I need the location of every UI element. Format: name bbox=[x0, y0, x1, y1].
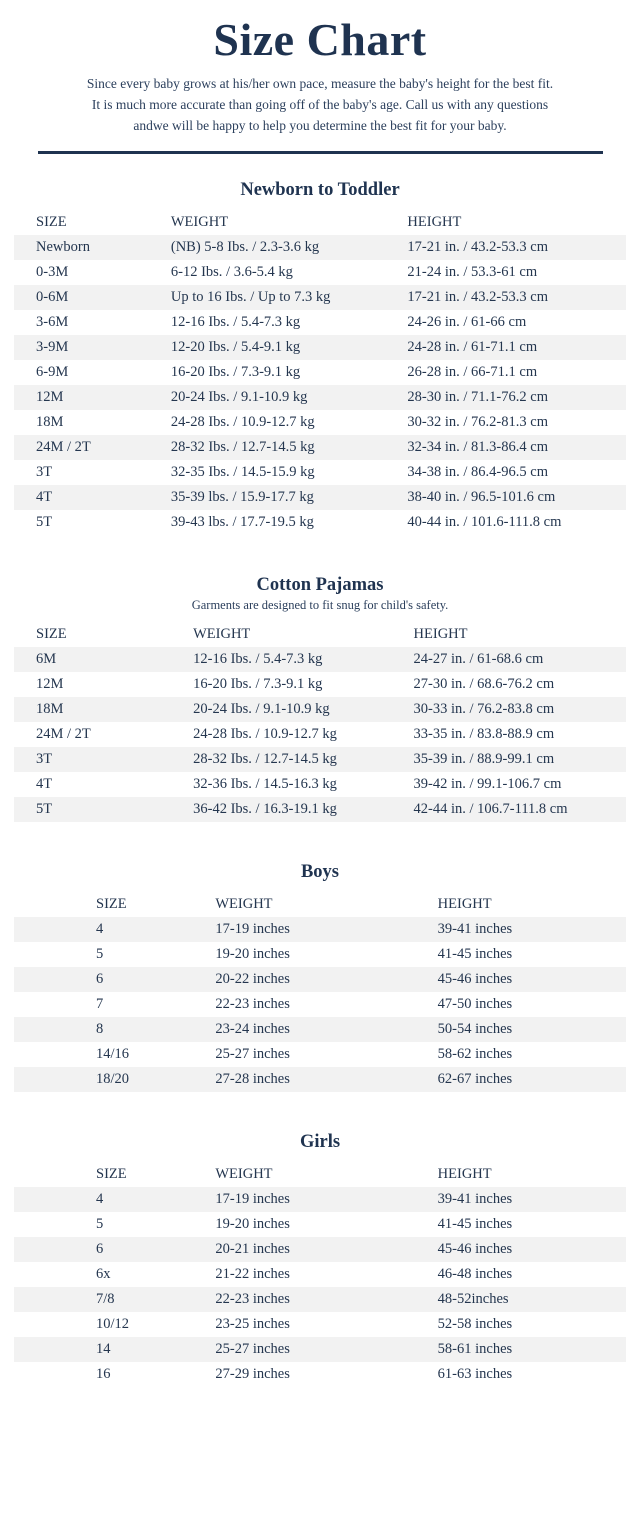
cell-weight: 24-28 Ibs. / 10.9-12.7 kg bbox=[170, 414, 315, 431]
cell-size: 4 bbox=[14, 1187, 185, 1212]
cell-height: 33-35 in. / 83.8-88.9 cm bbox=[413, 726, 555, 743]
cell-height: 61-63 inches bbox=[437, 1366, 513, 1383]
cell-size: 5T bbox=[14, 797, 173, 822]
section-spacer bbox=[14, 848, 626, 862]
size-table bbox=[14, 623, 626, 822]
table-header-row bbox=[14, 623, 626, 647]
cell-size: 12M bbox=[36, 676, 64, 693]
table-row bbox=[14, 697, 626, 722]
cell-height: 47-50 inches bbox=[437, 996, 513, 1013]
cell-height: 41-45 inches bbox=[437, 946, 513, 963]
cell-size: 7 bbox=[96, 996, 104, 1013]
table-row bbox=[14, 335, 626, 360]
cell-weight: 35-39 lbs. / 15.9-17.7 kg bbox=[161, 485, 394, 510]
table-row bbox=[14, 410, 626, 435]
table-row bbox=[14, 285, 626, 310]
section-title: Boys bbox=[300, 862, 340, 883]
intro-line-1: Since every baby grows at his/her own pace, measure the baby's height for the best fit. bbox=[86, 76, 554, 92]
size-chart-page bbox=[0, 16, 640, 1433]
table-row bbox=[14, 360, 626, 385]
cell-height: 39-42 in. / 99.1-106.7 cm bbox=[413, 776, 562, 793]
column-header-size: SIZE bbox=[36, 214, 67, 231]
table-row bbox=[14, 672, 626, 697]
cell-weight: 24-28 Ibs. / 10.9-12.7 kg bbox=[193, 726, 337, 743]
section-spacer bbox=[14, 1118, 626, 1132]
intro-line-2: It is much more accurate than going off of the baby's age. Call us with any questions bbox=[91, 97, 549, 113]
header-divider bbox=[14, 151, 626, 154]
table-header-row bbox=[14, 211, 626, 235]
column-header-height: HEIGHT bbox=[437, 1166, 492, 1183]
cell-size: 10/12 bbox=[96, 1316, 130, 1333]
cell-weight: 27-29 inches bbox=[215, 1366, 290, 1383]
cell-weight: (NB) 5-8 Ibs. / 2.3-3.6 kg bbox=[161, 235, 394, 260]
cell-height: 34-38 in. / 86.4-96.5 cm bbox=[407, 464, 548, 481]
cell-size: 7/8 bbox=[14, 1287, 185, 1312]
cell-height: 41-45 inches bbox=[437, 1216, 513, 1233]
section-cotton-pajamas bbox=[14, 575, 626, 822]
cell-weight: 39-43 lbs. / 17.7-19.5 kg bbox=[170, 514, 314, 531]
cell-weight: 6-12 Ibs. / 3.6-5.4 kg bbox=[170, 264, 293, 281]
cell-weight: 27-28 inches bbox=[185, 1067, 405, 1092]
table-row bbox=[14, 460, 626, 485]
cell-weight: 28-32 Ibs. / 12.7-14.5 kg bbox=[161, 435, 394, 460]
cell-weight: 36-42 Ibs. / 16.3-19.1 kg bbox=[173, 797, 399, 822]
cell-height: 35-39 in. / 88.9-99.1 cm bbox=[400, 747, 626, 772]
table-row bbox=[14, 1067, 626, 1092]
cell-size: 6M bbox=[14, 647, 173, 672]
column-header-height: HEIGHT bbox=[413, 626, 468, 643]
cell-size: 6x bbox=[96, 1266, 111, 1283]
cell-size: 5T bbox=[36, 514, 53, 531]
table-row bbox=[14, 1337, 626, 1362]
table-row bbox=[14, 1362, 626, 1387]
column-header-size: SIZE bbox=[96, 1166, 127, 1183]
cell-height: 58-62 inches bbox=[437, 1046, 513, 1063]
cell-weight: 21-22 inches bbox=[215, 1266, 290, 1283]
column-header-weight: WEIGHT bbox=[170, 214, 229, 231]
table-row bbox=[14, 1017, 626, 1042]
cell-height: 24-27 in. / 61-68.6 cm bbox=[400, 647, 626, 672]
cell-size: 0-3M bbox=[36, 264, 69, 281]
cell-weight: 17-19 inches bbox=[185, 1187, 405, 1212]
cell-height: 30-32 in. / 76.2-81.3 cm bbox=[407, 414, 548, 431]
cell-height: 52-58 inches bbox=[437, 1316, 513, 1333]
size-table bbox=[14, 893, 626, 1092]
table-row bbox=[14, 992, 626, 1017]
table-row bbox=[14, 385, 626, 410]
cell-size: 14 bbox=[14, 1337, 185, 1362]
cell-height: 50-54 inches bbox=[406, 1017, 626, 1042]
cell-size: 0-6M bbox=[14, 285, 161, 310]
cell-weight: 20-24 Ibs. / 9.1-10.9 kg bbox=[161, 385, 394, 410]
section-title: Girls bbox=[299, 1132, 341, 1153]
cell-weight: 19-20 inches bbox=[215, 946, 290, 963]
table-row bbox=[14, 917, 626, 942]
table-row bbox=[14, 967, 626, 992]
cell-height: 46-48 inches bbox=[437, 1266, 513, 1283]
cell-weight: 32-36 Ibs. / 14.5-16.3 kg bbox=[193, 776, 337, 793]
cell-weight: Up to 16 Ibs. / Up to 7.3 kg bbox=[161, 285, 394, 310]
table-row bbox=[14, 1212, 626, 1237]
cell-height: 45-46 inches bbox=[406, 967, 626, 992]
cell-height: 24-28 in. / 61-71.1 cm bbox=[393, 335, 626, 360]
cell-weight: 32-35 Ibs. / 14.5-15.9 kg bbox=[170, 464, 315, 481]
table-row bbox=[14, 1262, 626, 1287]
table-row bbox=[14, 1042, 626, 1067]
cell-size: 4T bbox=[36, 776, 53, 793]
cell-size: 3-9M bbox=[14, 335, 161, 360]
column-header-height: HEIGHT bbox=[407, 214, 462, 231]
table-header-row bbox=[14, 893, 626, 917]
cell-height: 32-34 in. / 81.3-86.4 cm bbox=[393, 435, 626, 460]
size-table bbox=[14, 1163, 626, 1387]
table-row bbox=[14, 1312, 626, 1337]
cell-height: 17-21 in. / 43.2-53.3 cm bbox=[393, 235, 626, 260]
table-row bbox=[14, 510, 626, 535]
table-row bbox=[14, 747, 626, 772]
table-row bbox=[14, 1287, 626, 1312]
table-row bbox=[14, 260, 626, 285]
cell-height: 24-26 in. / 61-66 cm bbox=[407, 314, 527, 331]
table-row bbox=[14, 435, 626, 460]
cell-size: 18M bbox=[14, 697, 173, 722]
cell-weight: 25-27 inches bbox=[185, 1337, 405, 1362]
column-header-weight: WEIGHT bbox=[215, 896, 273, 913]
cell-size: 5 bbox=[96, 946, 104, 963]
cell-weight: 16-20 Ibs. / 7.3-9.1 kg bbox=[170, 364, 301, 381]
cell-height: 39-41 inches bbox=[406, 1187, 626, 1212]
cell-height: 27-30 in. / 68.6-76.2 cm bbox=[413, 676, 555, 693]
cell-size: 6-9M bbox=[36, 364, 69, 381]
cell-weight: 12-20 Ibs. / 5.4-9.1 kg bbox=[161, 335, 394, 360]
column-header-weight: WEIGHT bbox=[193, 626, 251, 643]
cell-size: 18/20 bbox=[14, 1067, 185, 1092]
cell-size: 18M bbox=[36, 414, 64, 431]
cell-size: 5 bbox=[96, 1216, 104, 1233]
cell-weight: 17-19 inches bbox=[185, 917, 405, 942]
cell-height: 26-28 in. / 66-71.1 cm bbox=[407, 364, 538, 381]
cell-weight: 16-20 Ibs. / 7.3-9.1 kg bbox=[193, 676, 323, 693]
cell-height: 42-44 in. / 106.7-111.8 cm bbox=[400, 797, 626, 822]
table-row bbox=[14, 797, 626, 822]
cell-height: 30-33 in. / 76.2-83.8 cm bbox=[400, 697, 626, 722]
cell-size: 6 bbox=[14, 1237, 185, 1262]
table-row bbox=[14, 722, 626, 747]
cell-size: Newborn bbox=[14, 235, 161, 260]
cell-weight: 20-22 inches bbox=[185, 967, 405, 992]
cell-size: 24M / 2T bbox=[36, 726, 91, 743]
section-spacer bbox=[14, 561, 626, 575]
section-boys bbox=[14, 862, 626, 1092]
column-header-size: SIZE bbox=[96, 896, 127, 913]
cell-weight: 19-20 inches bbox=[215, 1216, 290, 1233]
cell-weight: 20-21 inches bbox=[185, 1237, 405, 1262]
cell-size: 24M / 2T bbox=[14, 435, 161, 460]
cell-weight: 12-16 Ibs. / 5.4-7.3 kg bbox=[170, 314, 301, 331]
cell-size: 6 bbox=[14, 967, 185, 992]
column-header-size: SIZE bbox=[36, 626, 67, 643]
page-title: Size Chart bbox=[213, 14, 427, 65]
cell-height: 28-30 in. / 71.1-76.2 cm bbox=[393, 385, 626, 410]
cell-size: 4T bbox=[14, 485, 161, 510]
column-header-weight: WEIGHT bbox=[215, 1166, 273, 1183]
cell-height: 48-52inches bbox=[406, 1287, 626, 1312]
intro-paragraph bbox=[14, 74, 626, 137]
cell-size: 16 bbox=[96, 1366, 111, 1383]
cell-weight: 23-25 inches bbox=[215, 1316, 290, 1333]
cell-weight: 20-24 Ibs. / 9.1-10.9 kg bbox=[173, 697, 399, 722]
table-row bbox=[14, 647, 626, 672]
size-table bbox=[14, 211, 626, 535]
cell-weight: 25-27 inches bbox=[215, 1046, 290, 1063]
section-newborn-to-toddler bbox=[14, 180, 626, 535]
cell-height: 45-46 inches bbox=[406, 1237, 626, 1262]
cell-weight: 22-23 inches bbox=[185, 1287, 405, 1312]
table-row bbox=[14, 772, 626, 797]
cell-size: 8 bbox=[14, 1017, 185, 1042]
column-header-height: HEIGHT bbox=[437, 896, 492, 913]
table-row bbox=[14, 942, 626, 967]
cell-height: 58-61 inches bbox=[406, 1337, 626, 1362]
cell-height: 39-41 inches bbox=[406, 917, 626, 942]
cell-height: 62-67 inches bbox=[406, 1067, 626, 1092]
table-row bbox=[14, 235, 626, 260]
divider-rule bbox=[38, 151, 603, 154]
cell-size: 4 bbox=[14, 917, 185, 942]
table-row bbox=[14, 310, 626, 335]
cell-size: 3T bbox=[36, 464, 53, 481]
table-row bbox=[14, 1237, 626, 1262]
cell-height: 21-24 in. / 53.3-61 cm bbox=[407, 264, 538, 281]
table-row bbox=[14, 1187, 626, 1212]
cell-size: 14/16 bbox=[96, 1046, 130, 1063]
cell-weight: 22-23 inches bbox=[215, 996, 290, 1013]
section-title: Newborn to Toddler bbox=[240, 180, 400, 201]
cell-size: 12M bbox=[14, 385, 161, 410]
section-title: Cotton Pajamas bbox=[256, 575, 384, 596]
cell-size: 3-6M bbox=[36, 314, 69, 331]
table-header-row bbox=[14, 1163, 626, 1187]
section-girls bbox=[14, 1132, 626, 1387]
section-subtitle: Garments are designed to fit snug for child's safety. bbox=[191, 598, 449, 613]
cell-weight: 23-24 inches bbox=[185, 1017, 405, 1042]
intro-line-3: andwe will be happy to help you determine the best fit for your baby. bbox=[133, 118, 507, 134]
cell-weight: 12-16 Ibs. / 5.4-7.3 kg bbox=[173, 647, 399, 672]
cell-weight: 28-32 Ibs. / 12.7-14.5 kg bbox=[173, 747, 399, 772]
cell-height: 40-44 in. / 101.6-111.8 cm bbox=[407, 514, 562, 531]
cell-height: 17-21 in. / 43.2-53.3 cm bbox=[393, 285, 626, 310]
cell-size: 3T bbox=[14, 747, 173, 772]
cell-height: 38-40 in. / 96.5-101.6 cm bbox=[393, 485, 626, 510]
table-row bbox=[14, 485, 626, 510]
